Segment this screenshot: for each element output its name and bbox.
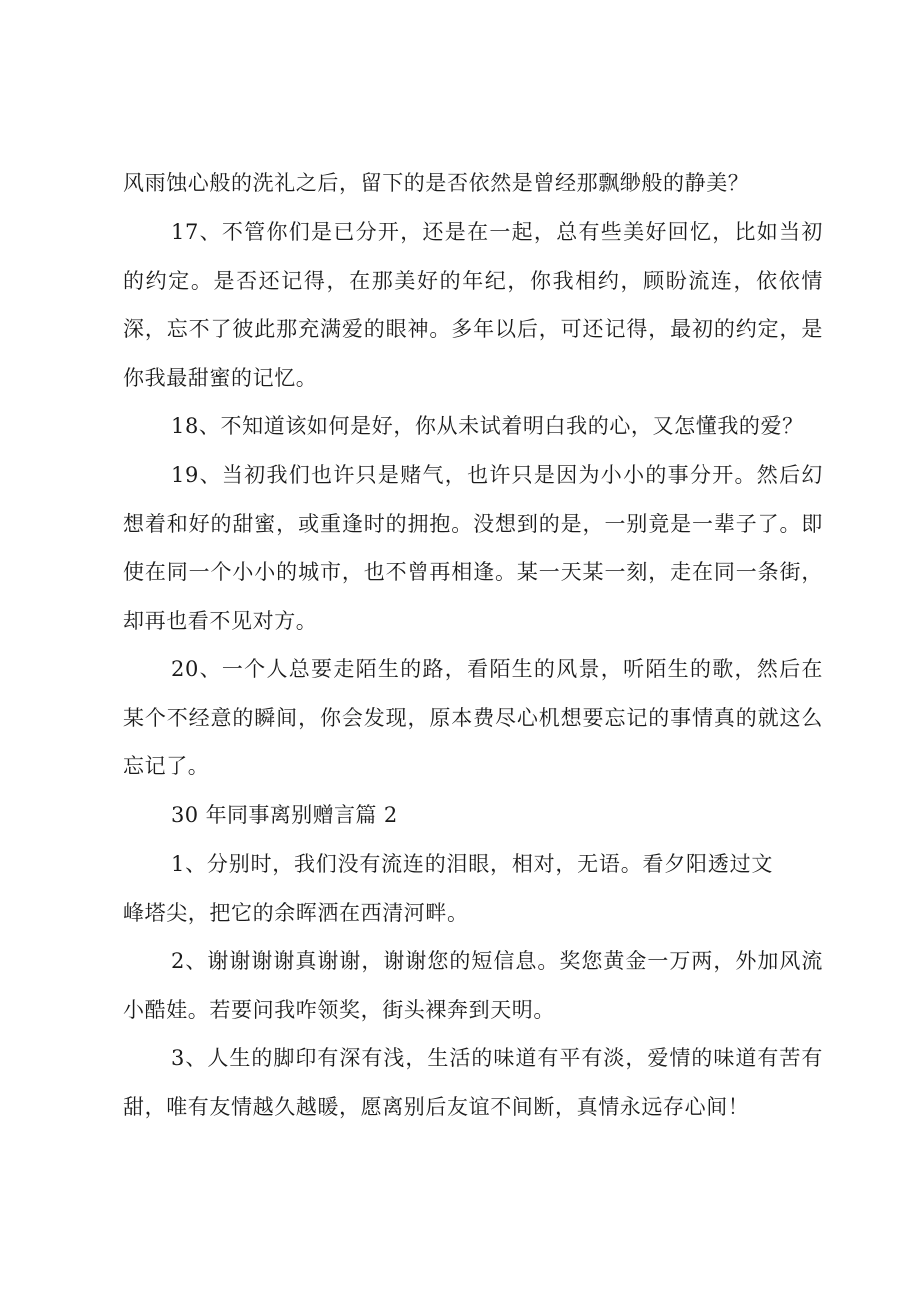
paragraph-continuation: 风雨蚀心般的洗礼之后，留下的是否依然是曾经那飘缈般的静美？: [123, 171, 750, 195]
section-paragraph-2: 2、谢谢谢谢真谢谢，谢谢您的短信息。奖您黄金一万两，外加风流小酷娃。若要问我咋领奖，街头裸奔到天明。: [123, 949, 823, 1022]
paragraph-17: 17、不管你们是已分开，还是在一起，总有些美好回忆，比如当初的约定。是否还记得，在那美好的年纪，你我相约，顾盼流连，依依情深，忘不了彼此那充满爱的眼神。多年以后，可还记得，最初的约定，是你我最甜蜜的记忆。: [123, 220, 823, 390]
paragraph-18: 18、不知道该如何是好，你从未试着明白我的心，又怎懂我的爱？: [171, 414, 804, 438]
section-heading: 30 年同事离别赠言篇 2: [171, 803, 398, 827]
paragraph-19: 19、当初我们也许只是赌气，也许只是因为小小的事分开。然后幻想着和好的甜蜜，或重逢时的拥抱。没想到的是，一别竟是一辈子了。即使在同一个小小的城市，也不曾再相逢。某一天某一刻，走在同一条街，却再也看不见对方。: [123, 463, 823, 633]
section-paragraph-1: 1、分别时，我们没有流连的泪眼，相对，无语。看夕阳透过文峰塔尖，把它的余晖洒在西清河畔。: [123, 852, 773, 925]
section-paragraph-3: 3、人生的脚印有深有浅，生活的味道有平有淡，爱情的味道有苦有甜，唯有友情越久越暖，愿离别后友谊不间断，真情永远存心间！: [123, 1046, 823, 1119]
paragraph-20: 20、一个人总要走陌生的路，看陌生的风景，听陌生的歌，然后在某个不经意的瞬间，你会发现，原本费尽心机想要忘记的事情真的就这么忘记了。: [123, 657, 823, 778]
